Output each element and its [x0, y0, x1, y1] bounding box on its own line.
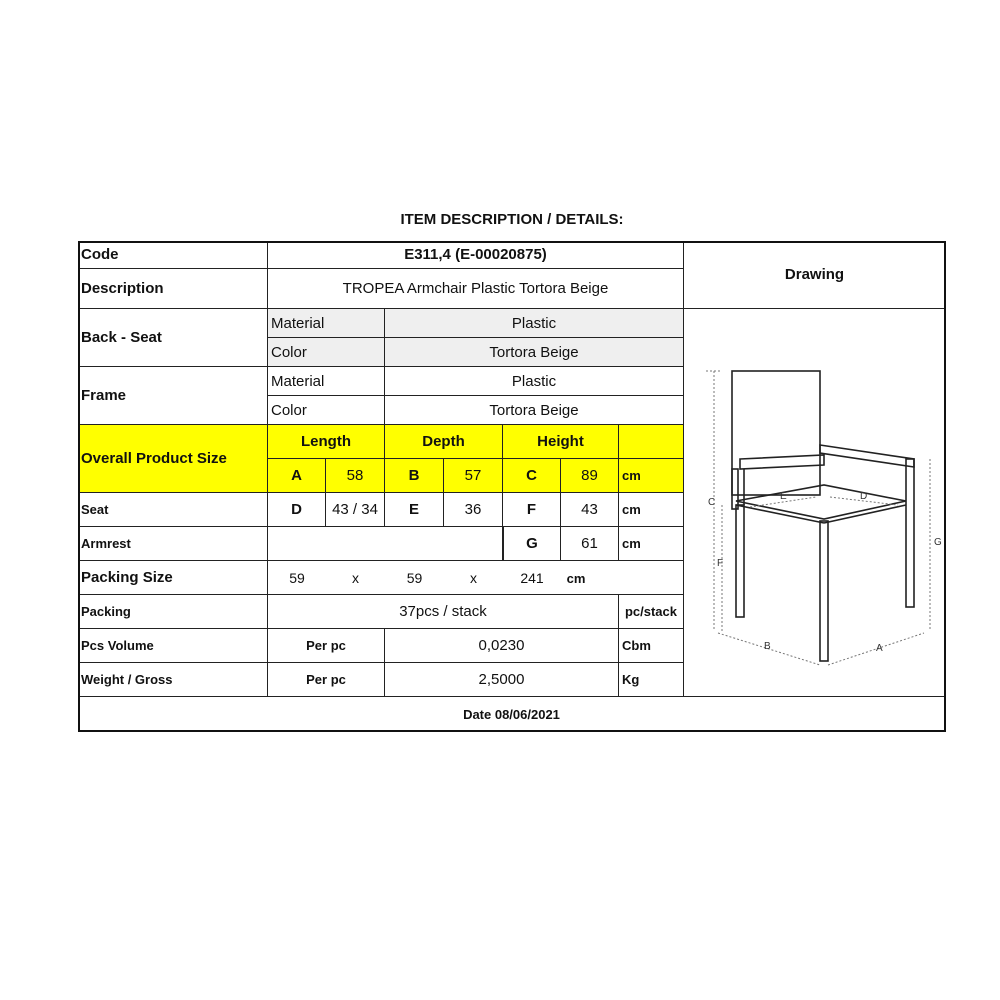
seat-shape: [736, 485, 906, 519]
left-armrest-shape: [740, 455, 824, 469]
seat-unit: cm: [619, 493, 684, 527]
dim-f-value: 43: [561, 493, 619, 527]
dim-d-letter: D: [268, 493, 326, 527]
weight-unit: Kg: [619, 663, 684, 697]
front-left-leg: [736, 505, 744, 617]
packing-unit: pc/stack: [619, 595, 684, 629]
frame-material-value: Plastic: [385, 367, 684, 396]
packing-label: Packing: [78, 595, 268, 629]
overall-size-label: Overall Product Size: [78, 425, 268, 493]
drawing-letter-b: B: [764, 641, 771, 652]
dim-b-letter: B: [385, 459, 444, 493]
drawing-letter-d: D: [860, 491, 868, 502]
packing-size-length: 59: [289, 570, 305, 586]
overall-header-blank: [619, 425, 684, 459]
packing-size-height: 241: [520, 570, 544, 586]
drawing-letter-e: E: [780, 491, 787, 502]
back-seat-material-value: Plastic: [385, 309, 684, 338]
dim-c-letter: C: [503, 459, 561, 493]
drawing-header: Drawing: [684, 241, 946, 309]
dim-e-letter: E: [385, 493, 444, 527]
seat-label: Seat: [78, 493, 268, 527]
armrest-unit: cm: [619, 527, 684, 561]
item-details-sheet: [78, 241, 946, 732]
code-value: E311,4 (E-00020875): [268, 241, 684, 269]
packing-size-x1: x: [352, 570, 359, 586]
dim-a-letter: A: [268, 459, 326, 493]
date-label: Date 08/06/2021: [78, 697, 946, 732]
depth-header: Depth: [385, 425, 503, 459]
back-seat-material-label: Material: [268, 309, 385, 338]
dim-e-value: 36: [444, 493, 503, 527]
drawing-letter-f: F: [717, 558, 724, 569]
packing-size-label: Packing Size: [78, 561, 268, 595]
length-header: Length: [268, 425, 385, 459]
dim-d-value: 43 / 34: [326, 493, 385, 527]
back-seat-label: Back - Seat: [78, 309, 268, 367]
armchair-drawing: [684, 309, 946, 697]
backrest-shape: [732, 371, 820, 495]
frame-material-label: Material: [268, 367, 385, 396]
front-right-leg: [820, 521, 828, 661]
right-armrest-shape: [820, 445, 914, 467]
weight-per: Per pc: [268, 663, 385, 697]
dim-f-letter: F: [503, 493, 561, 527]
dim-g-value: 61: [561, 527, 619, 561]
pcs-volume-per: Per pc: [268, 629, 385, 663]
description-label: Description: [78, 269, 268, 309]
packing-value: 37pcs / stack: [268, 595, 619, 629]
drawing-letter-c: C: [708, 497, 716, 508]
armrest-label: Armrest: [78, 527, 268, 561]
right-armrest-post: [906, 459, 914, 607]
pcs-volume-unit: Cbm: [619, 629, 684, 663]
height-header: Height: [503, 425, 619, 459]
pcs-volume-value: 0,0230: [385, 629, 619, 663]
armrest-blank: [268, 527, 503, 561]
frame-color-value: Tortora Beige: [385, 396, 684, 425]
weight-value: 2,5000: [385, 663, 619, 697]
drawing-letter-g: G: [934, 537, 942, 548]
description-value: TROPEA Armchair Plastic Tortora Beige: [268, 269, 684, 309]
dim-b-value: 57: [444, 459, 503, 493]
document-title: ITEM DESCRIPTION / DETAILS:: [400, 211, 624, 228]
dim-a-value: 58: [326, 459, 385, 493]
dim-g-letter: G: [503, 527, 561, 561]
back-seat-color-value: Tortora Beige: [385, 338, 684, 367]
code-label: Code: [78, 241, 268, 269]
drawing-letter-a: A: [876, 643, 883, 654]
back-seat-color-label: Color: [268, 338, 385, 367]
dim-c-value: 89: [561, 459, 619, 493]
packing-size-width: 59: [406, 570, 423, 586]
frame-color-label: Color: [268, 396, 385, 425]
frame-label: Frame: [78, 367, 268, 425]
pcs-volume-label: Pcs Volume: [78, 629, 268, 663]
packing-size-x2: x: [470, 570, 477, 586]
packing-size-unit: cm: [566, 570, 586, 586]
overall-unit: cm: [619, 459, 684, 493]
weight-label: Weight / Gross: [78, 663, 268, 697]
